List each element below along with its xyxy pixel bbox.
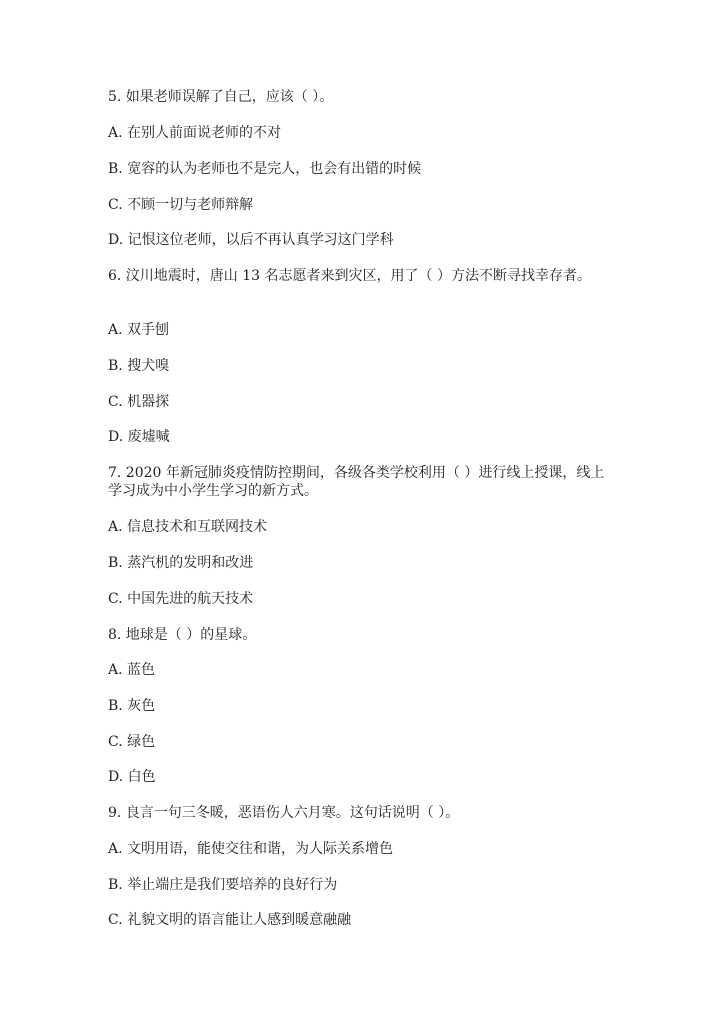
question-5-option-c: C. 不顾一切与老师辩解 (108, 197, 254, 213)
question-8-option-a: A. 蓝色 (108, 662, 156, 678)
question-6-option-a: A. 双手刨 (108, 322, 170, 338)
question-8-option-c: C. 绿色 (108, 734, 156, 750)
question-9-option-a: A. 文明用语，能使交往和谐，为人际关系增色 (108, 841, 394, 857)
question-5-option-d: D. 记恨这位老师，以后不再认真学习这门学科 (108, 232, 394, 248)
question-7-stem: 7. 2020 年新冠肺炎疫情防控期间，各级各类学校利用（ ）进行线上授课，线上学习成为中小学生学习的新方式。 (108, 465, 605, 499)
question-8-option-d: D. 白色 (108, 769, 156, 785)
question-9-option-b: B. 举止端庄是我们要培养的良好行为 (108, 877, 338, 893)
question-6-stem: 6. 汶川地震时，唐山 13 名志愿者来到灾区，用了（ ）方法不断寻找幸存者。 (108, 268, 591, 284)
question-8-option-b: B. 灰色 (108, 698, 156, 714)
question-5-option-b: B. 宽容的认为老师也不是完人，也会有出错的时候 (108, 161, 422, 177)
question-9-stem: 9. 良言一句三冬暖，恶语伤人六月寒。这句话说明（ ）。 (108, 805, 460, 821)
question-6-option-c: C. 机器探 (108, 394, 170, 410)
question-5-stem: 5. 如果老师误解了自己，应该（ ）。 (108, 89, 334, 105)
question-6-option-b: B. 搜犬嗅 (108, 358, 170, 374)
question-5-option-a: A. 在别人前面说老师的不对 (108, 125, 282, 141)
question-7-option-a: A. 信息技术和互联网技术 (108, 519, 268, 535)
question-9-option-c: C. 礼貌文明的语言能让人感到暖意融融 (108, 912, 352, 928)
question-7-option-b: B. 蒸汽机的发明和改进 (108, 555, 254, 571)
question-7-option-c: C. 中国先进的航天技术 (108, 591, 254, 607)
question-8-stem: 8. 地球是（ ）的星球。 (108, 627, 257, 643)
question-6-option-d: D. 废墟喊 (108, 429, 170, 445)
